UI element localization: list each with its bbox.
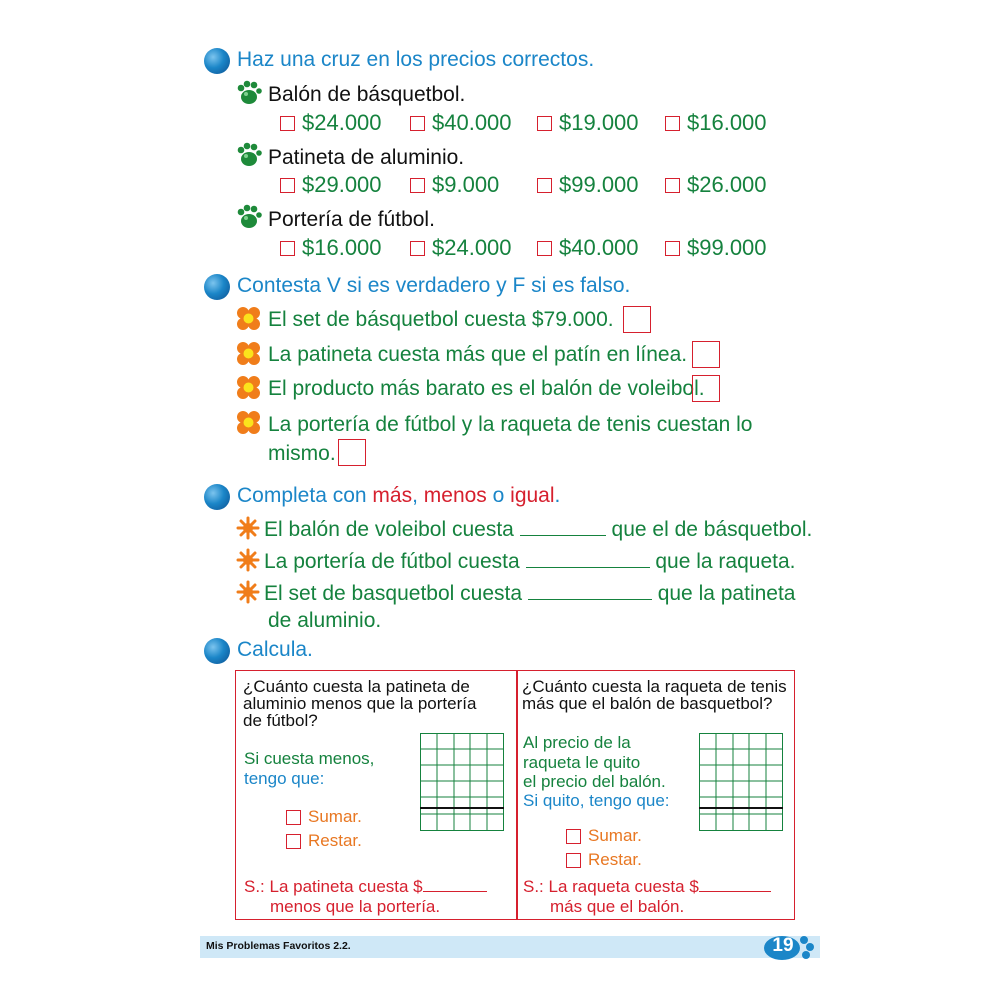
- checkbox[interactable]: [280, 178, 295, 193]
- price-option[interactable]: $40.000: [537, 235, 639, 261]
- option-restar[interactable]: Restar.: [286, 831, 362, 851]
- section-bullet-icon: [204, 274, 230, 300]
- calc-question: ¿Cuánto cuesta la patineta de aluminio menos que la portería de fútbol?: [243, 677, 477, 730]
- solution-line: S.: La patineta cuesta $: [244, 877, 487, 897]
- section1-title: Haz una cruz en los precios correctos.: [237, 48, 595, 71]
- price-option[interactable]: $40.000: [410, 110, 512, 136]
- price-option[interactable]: $24.000: [410, 235, 512, 261]
- price-option[interactable]: $26.000: [665, 172, 767, 198]
- section2-title: Contesta V si es verdadero y F si es falso.: [237, 274, 631, 297]
- option-restar[interactable]: Restar.: [566, 850, 642, 870]
- price-option[interactable]: $29.000: [280, 172, 382, 198]
- hint-text: raqueta le quito: [523, 753, 641, 772]
- section4-title: Calcula.: [237, 638, 313, 661]
- section-bullet-icon: [204, 484, 230, 510]
- calc-grid[interactable]: [420, 733, 504, 831]
- checkbox[interactable]: [665, 178, 680, 193]
- item-label: Portería de fútbol.: [268, 208, 435, 231]
- option-sumar[interactable]: Sumar.: [286, 807, 362, 827]
- page-number: 19: [772, 935, 794, 956]
- statement-text: La portería de fútbol y la raqueta de tenis cuestan lo: [268, 413, 753, 436]
- solution-line: S.: La raqueta cuesta $: [523, 877, 771, 897]
- statement-text-cont: mismo.: [268, 442, 336, 465]
- splash-icon: [236, 580, 260, 604]
- flower-icon: [236, 341, 261, 366]
- solution-line-cont: más que el balón.: [550, 897, 685, 916]
- calculation-frame: [235, 670, 795, 920]
- price-options-row: [280, 172, 800, 200]
- hint-text: Si quito, tengo que:: [523, 791, 670, 810]
- checkbox[interactable]: [280, 241, 295, 256]
- checkbox[interactable]: [410, 116, 425, 131]
- item-label: Balón de básquetbol.: [268, 83, 466, 106]
- paw-icon: [236, 80, 262, 106]
- solution-line-cont: menos que la portería.: [270, 897, 441, 916]
- price-option[interactable]: $16.000: [665, 110, 767, 136]
- paw-icon: [236, 142, 262, 168]
- checkbox[interactable]: [566, 829, 581, 844]
- flower-icon: [236, 410, 261, 435]
- word-menos: menos: [423, 484, 487, 507]
- price-option[interactable]: $99.000: [665, 235, 767, 261]
- checkbox[interactable]: [286, 810, 301, 825]
- frame-divider: [516, 671, 518, 919]
- checkbox[interactable]: [280, 116, 295, 131]
- price-option[interactable]: $9.000: [410, 172, 499, 198]
- option-sumar[interactable]: Sumar.: [566, 826, 642, 846]
- answer-blank[interactable]: [528, 581, 652, 600]
- flower-icon: [236, 306, 261, 331]
- price-option[interactable]: $16.000: [280, 235, 382, 261]
- true-false-answer-box[interactable]: [623, 306, 651, 333]
- statement-text: El producto más barato es el balón de voleibol.: [268, 377, 705, 400]
- price-option[interactable]: $99.000: [537, 172, 639, 198]
- word-mas: más: [372, 484, 413, 507]
- complete-sentence: El balón de voleibol cuesta que el de básquetbol.: [264, 518, 813, 541]
- true-false-answer-box[interactable]: [338, 439, 366, 466]
- checkbox[interactable]: [665, 116, 680, 131]
- price-option[interactable]: $24.000: [280, 110, 382, 136]
- book-title: Mis Problemas Favoritos 2.2.: [206, 940, 351, 952]
- checkbox[interactable]: [286, 834, 301, 849]
- price-option[interactable]: $19.000: [537, 110, 639, 136]
- word-igual: igual: [510, 484, 555, 507]
- complete-sentence-cont: de aluminio.: [268, 609, 382, 632]
- complete-sentence: La portería de fútbol cuesta que la raqueta.: [264, 550, 796, 573]
- checkbox[interactable]: [566, 853, 581, 868]
- section-bullet-icon: [204, 48, 230, 74]
- checkbox[interactable]: [537, 116, 552, 131]
- checkbox[interactable]: [537, 178, 552, 193]
- section3-title: Completa con más, menos o igual.: [237, 484, 561, 507]
- statement-text: El set de básquetbol cuesta $79.000.: [268, 308, 614, 331]
- item-label: Patineta de aluminio.: [268, 146, 465, 169]
- checkbox[interactable]: [665, 241, 680, 256]
- footer-bar: [200, 936, 820, 958]
- price-options-row: [280, 110, 800, 138]
- answer-blank[interactable]: [526, 549, 650, 568]
- complete-sentence: El set de basquetbol cuesta que la patineta: [264, 582, 796, 605]
- hint-text: Si cuesta menos,: [244, 749, 375, 768]
- statement-text: La patineta cuesta más que el patín en línea.: [268, 343, 688, 366]
- price-options-row: [280, 235, 800, 263]
- hint-text: el precio del balón.: [523, 772, 666, 791]
- paw-icon: [236, 204, 262, 230]
- hint-text: Al precio de la: [523, 733, 631, 752]
- answer-blank[interactable]: [699, 877, 771, 892]
- answer-blank[interactable]: [423, 877, 487, 892]
- answer-blank[interactable]: [520, 517, 606, 536]
- checkbox[interactable]: [410, 178, 425, 193]
- splash-icon: [236, 516, 260, 540]
- flower-icon: [236, 375, 261, 400]
- calc-question: ¿Cuánto cuesta la raqueta de tenis más que el balón de basquetbol?: [522, 677, 787, 713]
- checkbox[interactable]: [537, 241, 552, 256]
- checkbox[interactable]: [410, 241, 425, 256]
- hint-text: tengo que:: [244, 769, 325, 788]
- splash-icon: [236, 548, 260, 572]
- true-false-answer-box[interactable]: [692, 341, 720, 368]
- calc-grid[interactable]: [699, 733, 783, 831]
- true-false-answer-box[interactable]: [692, 375, 720, 402]
- section-bullet-icon: [204, 638, 230, 664]
